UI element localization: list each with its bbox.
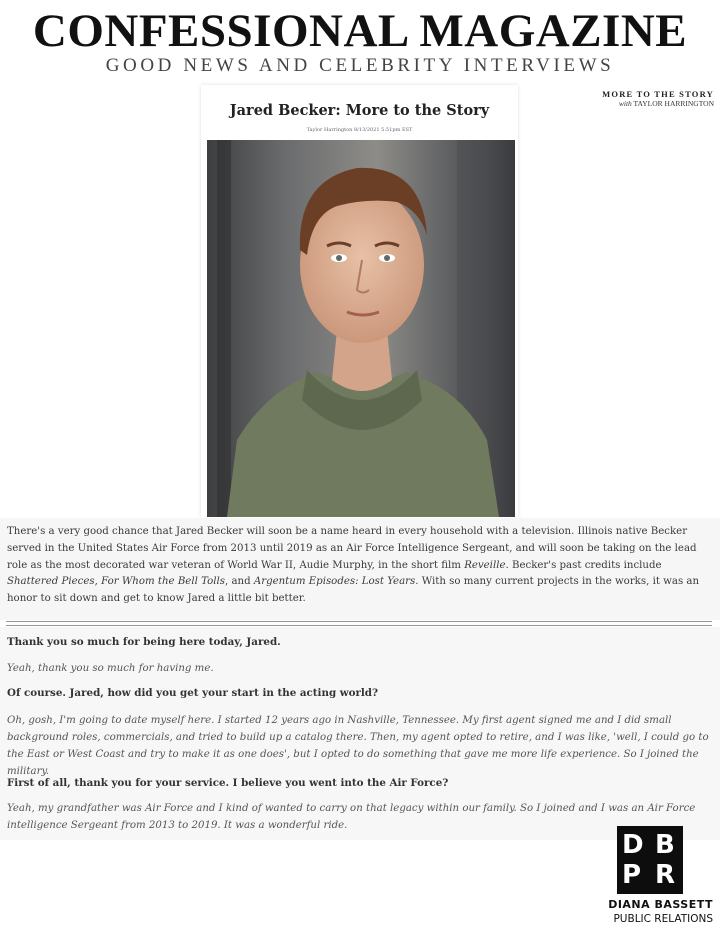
portrait-photo [207, 140, 515, 517]
intro-sep-2: , and [224, 576, 254, 588]
intro-credit-1: Shattered Pieces [7, 576, 95, 588]
section-divider [6, 621, 712, 626]
interview [0, 627, 720, 840]
logo-letter-b: B [655, 830, 675, 860]
intro-text-2: . Becker's past credits include [505, 559, 662, 571]
column-brand-with: with [618, 99, 632, 108]
dbpr-logo [617, 826, 683, 894]
agency-name: DIANA BASSETT [608, 898, 713, 911]
answer-1: Yeah, thank you so much for having me. [7, 663, 214, 674]
article-byline: Taylor Harrington 8/13/2021 5:51pm EST [306, 127, 413, 133]
logo-letter-p: P [622, 860, 642, 890]
answer-3: Yeah, my grandfather was Air Force and I kind of wanted to carry on that legacy within our family. So I joined and I was an Air Force intelligence Sergeant from 2013 to 2019. It was a wonderful ride. [7, 803, 696, 831]
portrait-photo-icon [207, 140, 515, 517]
column-brand-author [602, 99, 714, 108]
intro-text-1: There's a very good chance that Jared Becker will soon be a name heard in every household with a television. Illinois native Becker served in the United States Air Force from 2013 until 2019 as an Air Force Intelligence Sergeant, and will soon be taking on the lead role as the most decorated war veteran of World War II, Audie Murphy, in the short film [7, 526, 697, 571]
column-brand-name: TAYLOR HARRINGTON [633, 99, 714, 108]
question-2: Of course. Jared, how did you get your start in the acting world? [7, 687, 379, 699]
agency-subtitle: PUBLIC RELATIONS [613, 913, 713, 925]
article-card [201, 85, 518, 518]
intro-film: Reveille [464, 559, 506, 571]
intro-text-3: . With so many current projects in the works, it was an honor to sit down and get to know Jared a little bit better. [7, 576, 700, 605]
intro-paragraph [0, 518, 720, 608]
logo-letter-r: R [655, 860, 676, 890]
question-1: Thank you so much for being here today, Jared. [7, 636, 281, 648]
magazine-subtitle: GOOD NEWS AND CELEBRITY INTERVIEWS [105, 55, 615, 76]
logo-letter-d: D [622, 830, 644, 860]
column-brand-title: MORE TO THE STORY [602, 89, 714, 99]
article-intro [0, 518, 720, 620]
column-brand [602, 89, 714, 108]
question-3: First of all, thank you for your service. I believe you went into the Air Force? [7, 777, 449, 789]
intro-sep-1: , [94, 576, 102, 588]
answer-2: Oh, gosh, I'm going to date myself here. I started 12 years ago in Nashville, Tennessee. My first agent signed me and I did small background roles, commercials, and tried to build up a catalog there. Then, my agent opted to retire, and I was like, 'well, I could go to the East or West Coast and try to make it as one does', but I opted to do something that gave me more life experience. So I joined the military. [7, 715, 709, 777]
intro-credit-2: For Whom the Bell Tolls [101, 576, 225, 588]
article-title: Jared Becker: More to the Story [229, 102, 490, 119]
magazine-title: CONFESSIONAL MAGAZINE [32, 5, 688, 57]
intro-credit-3: Argentum Episodes: Lost Years [253, 576, 416, 588]
